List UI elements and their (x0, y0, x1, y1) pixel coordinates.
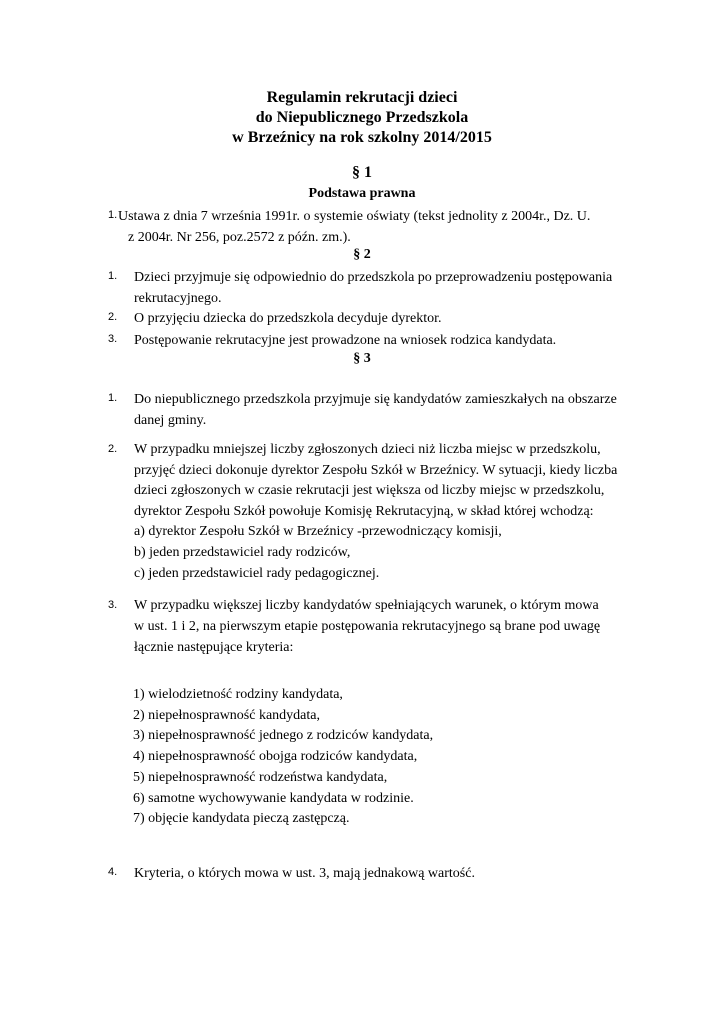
list-text-line: rekrutacyjnego. (134, 291, 222, 306)
section-1-subheading: Podstawa prawna (308, 186, 416, 201)
list-text-line: przyjęć dzieci dokonuje dyrektor Zespołu Szkół w Brzeźnicy. W sytuacji, kiedy liczba (134, 462, 618, 478)
list-text-line: b) jeden przedstawiciel rady rodziców, (134, 544, 351, 560)
list-text (134, 596, 648, 658)
criteria-item: 7) objęcie kandydata pieczą zastępczą. (133, 811, 350, 827)
list-text-line: w ust. 1 i 2, na pierwszym etapie postępowania rekrutacyjnego są brane pod uwagę (134, 618, 601, 634)
list-text-line: z 2004r. Nr 256, poz.2572 z późn. zm.). (128, 230, 351, 245)
list-number: 1. (108, 209, 118, 221)
list-text (134, 389, 648, 431)
document-title-line-1: Regulamin rekrutacji dzieci (266, 89, 458, 106)
list-text (134, 267, 648, 309)
criteria-item: 1) wielodzietność rodziny kandydata, (133, 687, 343, 702)
list-text-line: W przypadku większej liczby kandydatów spełniających warunek, o którym mowa (134, 598, 599, 613)
section-3-heading: § 3 (353, 351, 371, 366)
list-text-line: Dzieci przyjmuje się odpowiednio do przedszkola po przeprowadzeniu postępowania (134, 270, 613, 285)
list-text (134, 863, 648, 884)
list-text-line: dyrektor Zespołu Szkół powołuje Komisję Rekrutacyjną, w skład której wchodzą: (134, 503, 594, 519)
list-text-line: W przypadku mniejszej liczby zgłoszonych dzieci niż liczba miejsc w przedszkolu, (134, 442, 601, 457)
list-number: 1. (108, 270, 118, 282)
list-text (134, 440, 648, 584)
list-text-line: Kryteria, o których mowa w ust. 3, mają jednakową wartość. (134, 866, 475, 881)
list-text-line: łącznie następujące kryteria: (134, 639, 294, 655)
list-text-line: Postępowanie rekrutacyjne jest prowadzone na wniosek rodzica kandydata. (134, 333, 557, 348)
list-text (134, 308, 648, 329)
section-2-heading: § 2 (353, 247, 371, 262)
list-text-line: O przyjęciu dziecka do przedszkola decyduje dyrektor. (134, 311, 442, 326)
list-text (118, 206, 648, 248)
list-text-line: dzieci zgłoszonych w czasie rekrutacji jest większa od liczby miejsc w przedszkolu, (134, 483, 605, 499)
criteria-item: 4) niepełnosprawność obojga rodziców kandydata, (133, 749, 418, 765)
list-number: 3. (108, 599, 118, 611)
section-1-heading: § 1 (352, 164, 372, 181)
list-number: 4. (108, 866, 118, 878)
criteria-item: 5) niepełnosprawność rodzeństwa kandydata, (133, 769, 388, 785)
list-text-line: Ustawa z dnia 7 września 1991r. o systemie oświaty (tekst jednolity z 2004r., Dz. U. (118, 209, 591, 224)
list-number: 1. (108, 392, 118, 404)
list-number: 3. (108, 333, 118, 345)
list-text-line: a) dyrektor Zespołu Szkół w Brzeźnicy -przewodniczący komisji, (134, 524, 502, 540)
list-text-line: Do niepublicznego przedszkola przyjmuje się kandydatów zamieszkałych na obszarze (134, 392, 617, 407)
criteria-item: 2) niepełnosprawność kandydata, (133, 707, 320, 723)
list-number: 2. (108, 311, 118, 323)
list-number: 2. (108, 443, 118, 455)
list-text-line: danej gminy. (134, 413, 207, 428)
document-title-line-2: do Niepublicznego Przedszkola (255, 109, 469, 126)
criteria-item: 6) samotne wychowywanie kandydata w rodzinie. (133, 790, 414, 806)
criteria-item: 3) niepełnosprawność jednego z rodziców kandydata, (133, 728, 434, 744)
criteria-list (133, 685, 433, 830)
list-text (134, 330, 648, 351)
document-title-line-3: w Brzeźnicy na rok szkolny 2014/2015 (232, 129, 492, 146)
list-text-line: c) jeden przedstawiciel rady pedagogicznej. (134, 565, 380, 581)
